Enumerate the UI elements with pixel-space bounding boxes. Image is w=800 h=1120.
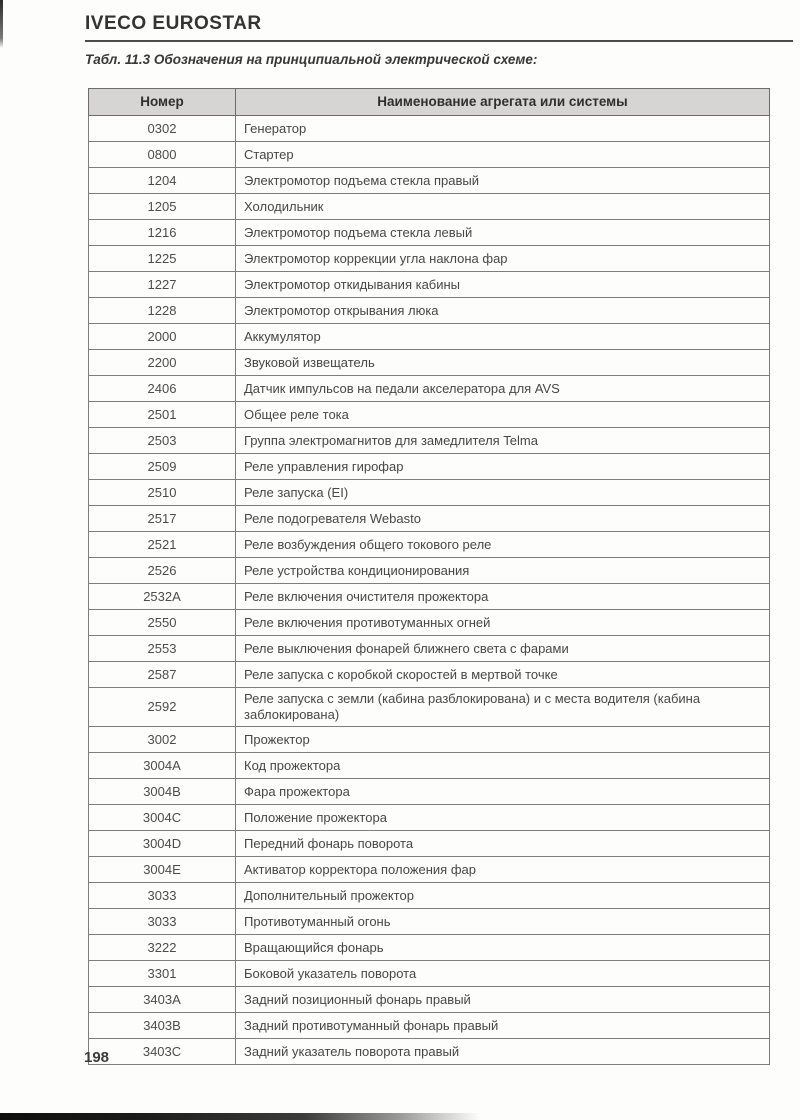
row-number-cell: 3403C: [89, 1039, 236, 1065]
row-name-cell: Реле включения противотуманных огней: [236, 610, 770, 636]
row-name-cell: Генератор: [236, 116, 770, 142]
page-title: IVECO EUROSTAR: [85, 13, 262, 34]
row-name-cell: Звуковой извещатель: [236, 350, 770, 376]
row-number-cell: 2553: [89, 636, 236, 662]
row-name-cell: Дополнительный прожектор: [236, 883, 770, 909]
table-row: [89, 805, 770, 831]
table-row: [89, 558, 770, 584]
row-name-cell: Положение прожектора: [236, 805, 770, 831]
table-row: [89, 883, 770, 909]
row-number-cell: 3301: [89, 961, 236, 987]
row-number-cell: 3403B: [89, 1013, 236, 1039]
row-name-cell: Задний позиционный фонарь правый: [236, 987, 770, 1013]
table-row: [89, 727, 770, 753]
table-row: [89, 194, 770, 220]
row-name-cell: Холодильник: [236, 194, 770, 220]
row-name-cell: Электромотор открывания люка: [236, 298, 770, 324]
table-row: [89, 454, 770, 480]
row-name-cell: Прожектор: [236, 727, 770, 753]
table-row: [89, 220, 770, 246]
row-name-cell: Электромотор откидывания кабины: [236, 272, 770, 298]
row-name-cell: Аккумулятор: [236, 324, 770, 350]
table-row: [89, 532, 770, 558]
table-row: [89, 324, 770, 350]
table-row: [89, 909, 770, 935]
row-name-cell: Стартер: [236, 142, 770, 168]
row-name-cell: Реле запуска с коробкой скоростей в мертвой точке: [236, 662, 770, 688]
row-number-cell: 3403A: [89, 987, 236, 1013]
row-number-cell: 3004A: [89, 753, 236, 779]
table-row: [89, 298, 770, 324]
table-row: [89, 584, 770, 610]
row-number-cell: 2200: [89, 350, 236, 376]
table-row: [89, 857, 770, 883]
page-number: 198: [84, 1049, 110, 1066]
row-name-cell: Электромотор подъема стекла правый: [236, 168, 770, 194]
row-number-cell: 1216: [89, 220, 236, 246]
scan-artifact-left-edge: [0, 0, 3, 48]
row-name-cell: Реле выключения фонарей ближнего света с фарами: [236, 636, 770, 662]
table-row: [89, 1039, 770, 1065]
row-number-cell: 2550: [89, 610, 236, 636]
row-name-cell: Реле включения очистителя прожектора: [236, 584, 770, 610]
table-row: [89, 987, 770, 1013]
title-underline: [85, 40, 793, 42]
table-row: [89, 610, 770, 636]
row-number-cell: 0800: [89, 142, 236, 168]
row-number-cell: 2510: [89, 480, 236, 506]
table-row: [89, 753, 770, 779]
table-row: [89, 935, 770, 961]
table-row: [89, 168, 770, 194]
row-number-cell: 3033: [89, 883, 236, 909]
row-name-cell: Противотуманный огонь: [236, 909, 770, 935]
row-number-cell: 3004C: [89, 805, 236, 831]
row-name-cell: Фара прожектора: [236, 779, 770, 805]
table-row: [89, 831, 770, 857]
row-name-cell: Активатор корректора положения фар: [236, 857, 770, 883]
row-number-cell: 2521: [89, 532, 236, 558]
table-row: [89, 116, 770, 142]
table-row: [89, 142, 770, 168]
designations-table: [88, 88, 770, 1065]
table-row: [89, 636, 770, 662]
row-number-cell: 3004E: [89, 857, 236, 883]
column-header-number: Номер: [89, 89, 236, 116]
scan-artifact-bottom-edge: [0, 1113, 800, 1120]
row-name-cell: Датчик импульсов на педали акселератора для AVS: [236, 376, 770, 402]
row-number-cell: 2587: [89, 662, 236, 688]
row-number-cell: 2406: [89, 376, 236, 402]
row-number-cell: 2526: [89, 558, 236, 584]
row-number-cell: 2501: [89, 402, 236, 428]
row-name-cell: Задний противотуманный фонарь правый: [236, 1013, 770, 1039]
row-number-cell: 3033: [89, 909, 236, 935]
row-number-cell: 2592: [89, 688, 236, 727]
row-name-cell: Общее реле тока: [236, 402, 770, 428]
table-body: [89, 116, 770, 1065]
row-name-cell: Реле подогревателя Webasto: [236, 506, 770, 532]
column-header-name: Наименование агрегата или системы: [236, 89, 770, 116]
row-number-cell: 1227: [89, 272, 236, 298]
table-row: [89, 662, 770, 688]
row-name-cell: Реле управления гирофар: [236, 454, 770, 480]
row-name-cell: Реле запуска с земли (кабина разблокирована) и с места водителя (кабина заблокирована): [236, 688, 770, 727]
row-number-cell: 1228: [89, 298, 236, 324]
table-row: [89, 272, 770, 298]
table-row: [89, 246, 770, 272]
table-row: [89, 1013, 770, 1039]
row-name-cell: Боковой указатель поворота: [236, 961, 770, 987]
table-row: [89, 506, 770, 532]
row-name-cell: Группа электромагнитов для замедлителя Telma: [236, 428, 770, 454]
row-name-cell: Реле возбуждения общего токового реле: [236, 532, 770, 558]
table-row: [89, 779, 770, 805]
row-number-cell: 3004D: [89, 831, 236, 857]
table-row: [89, 688, 770, 727]
row-number-cell: 3002: [89, 727, 236, 753]
table-row: [89, 376, 770, 402]
table-row: [89, 428, 770, 454]
row-name-cell: Код прожектора: [236, 753, 770, 779]
table-row: [89, 961, 770, 987]
row-name-cell: Реле устройства кондиционирования: [236, 558, 770, 584]
table-header-row: [89, 89, 770, 116]
row-name-cell: Электромотор подъема стекла левый: [236, 220, 770, 246]
row-name-cell: Вращающийся фонарь: [236, 935, 770, 961]
table-row: [89, 480, 770, 506]
table-header: [89, 89, 770, 116]
row-name-cell: Реле запуска (EI): [236, 480, 770, 506]
table-caption: Табл. 11.3 Обозначения на принципиальной электрической схеме:: [85, 52, 538, 67]
row-number-cell: 2517: [89, 506, 236, 532]
row-number-cell: 1204: [89, 168, 236, 194]
row-number-cell: 2532A: [89, 584, 236, 610]
row-name-cell: Электромотор коррекции угла наклона фар: [236, 246, 770, 272]
row-name-cell: Задний указатель поворота правый: [236, 1039, 770, 1065]
row-name-cell: Передний фонарь поворота: [236, 831, 770, 857]
row-number-cell: 3222: [89, 935, 236, 961]
row-number-cell: 1205: [89, 194, 236, 220]
row-number-cell: 2503: [89, 428, 236, 454]
row-number-cell: 2000: [89, 324, 236, 350]
table-row: [89, 402, 770, 428]
row-number-cell: 2509: [89, 454, 236, 480]
row-number-cell: 3004B: [89, 779, 236, 805]
row-number-cell: 0302: [89, 116, 236, 142]
table-row: [89, 350, 770, 376]
row-number-cell: 1225: [89, 246, 236, 272]
